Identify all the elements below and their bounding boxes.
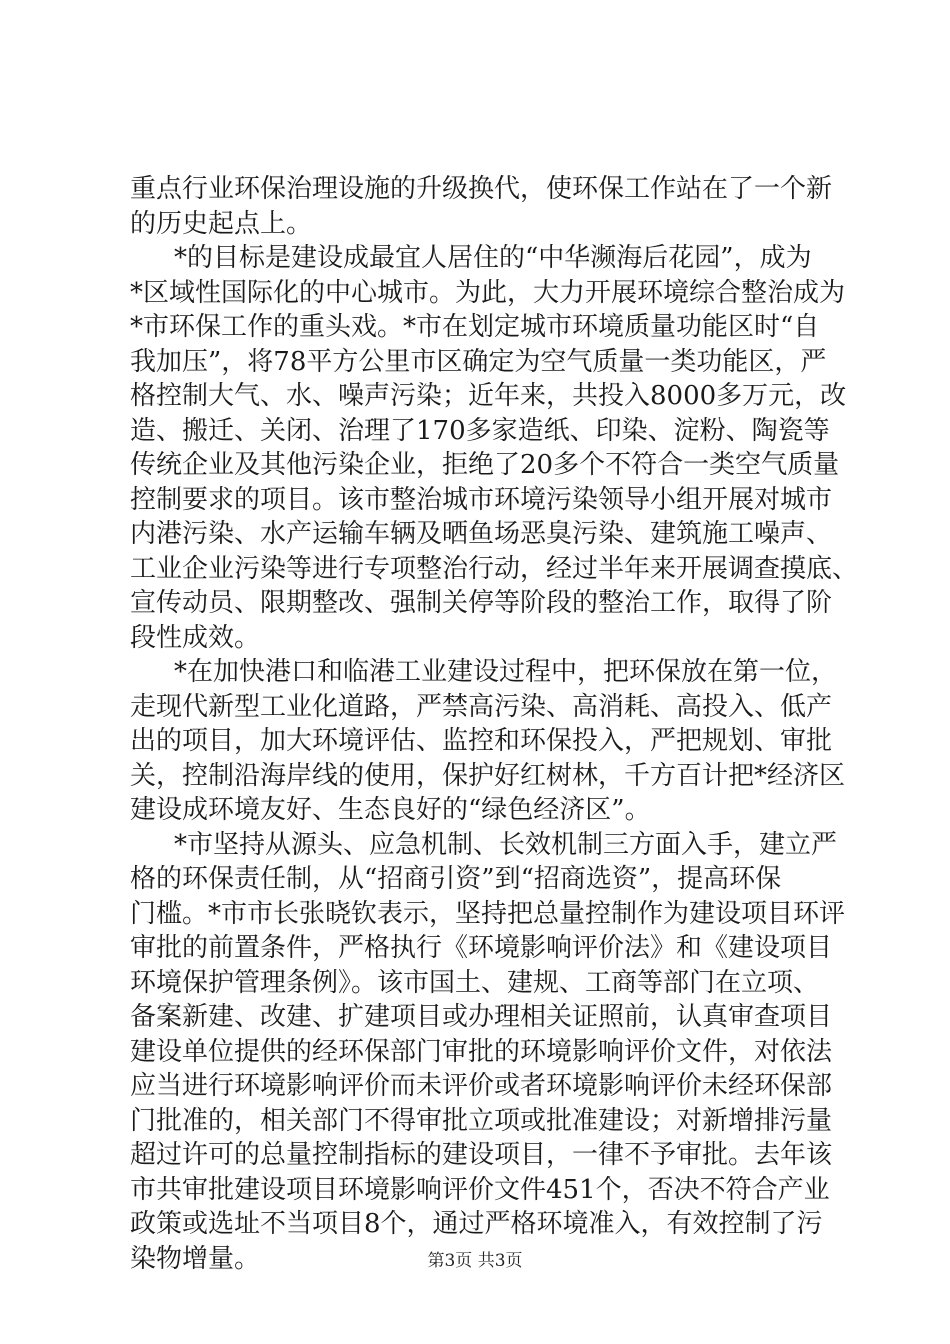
text-line: 建设单位提供的经环保部门审批的环境影响评价文件，对依法 bbox=[130, 1036, 833, 1067]
page-footer: 第3页 共3页 bbox=[427, 1251, 523, 1271]
text-line: 市共审批建设项目环境影响评价文件451个，否决不符合产业 bbox=[130, 1174, 830, 1205]
text-line: 备案新建、改建、扩建项目或办理相关证照前，认真审查项目 bbox=[130, 1002, 833, 1032]
paragraph-start-line: *市坚持从源头、应急机制、长效机制三方面入手，建立严 bbox=[174, 829, 838, 860]
text-line: 我加压”，将78平方公里市区确定为空气质量一类功能区，严 bbox=[130, 346, 827, 377]
text-line: 政策或选址不当项目8个，通过严格环境准入，有效控制了污 bbox=[130, 1209, 823, 1239]
text-line: 控制要求的项目。该市整治城市环境污染领导小组开展对城市 bbox=[130, 484, 833, 515]
text-line: 造、搬迁、关闭、治理了170多家造纸、印染、淀粉、陶瓷等 bbox=[130, 415, 830, 446]
text-line: 走现代新型工业化道路，严禁高污染、高消耗、高投入、低产 bbox=[130, 691, 833, 722]
text-line: *市环保工作的重头戏。*市在划定城市环境质量功能区时“自 bbox=[130, 312, 820, 342]
document-body bbox=[130, 172, 859, 1276]
text-line: 格控制大气、水、噪声污染；近年来，共投入8000多万元，改 bbox=[130, 381, 847, 411]
text-line: 的历史起点上。 bbox=[130, 208, 313, 239]
text-line: 审批的前置条件，严格执行《环境影响评价法》和《建设项目 bbox=[130, 933, 833, 963]
text-line: 格的环保责任制，从“招商引资”到“招商选资”，提高环保 bbox=[130, 864, 782, 894]
text-line: 门槛。*市市长张晓钦表示，坚持把总量控制作为建设项目环评 bbox=[130, 898, 846, 929]
text-line: 段性成效。 bbox=[130, 622, 261, 653]
text-line: 内港污染、水产运输车辆及晒鱼场恶臭污染、建筑施工噪声、 bbox=[130, 519, 833, 549]
text-line: 工业企业污染等进行专项整治行动，经过半年来开展调查摸底、 bbox=[130, 553, 859, 584]
text-line: 环境保护管理条例》。该市国土、建规、工商等部门在立项、 bbox=[130, 967, 820, 998]
text-line: *区域性国际化的中心城市。为此，大力开展环境综合整治成为 bbox=[130, 277, 846, 308]
text-line: 宣传动员、限期整改、强制关停等阶段的整治工作，取得了阶 bbox=[130, 588, 833, 618]
text-line: 建设成环境友好、生态良好的“绿色经济区”。 bbox=[130, 795, 651, 825]
text-line: 出的项目，加大环境评估、监控和环保投入，严把规划、审批 bbox=[130, 726, 833, 756]
text-line: 超过许可的总量控制指标的建设项目，一律不予审批。去年该 bbox=[130, 1140, 833, 1170]
text-line: 门批准的，相关部门不得审批立项或批准建设；对新增排污量 bbox=[130, 1105, 833, 1136]
paragraph-start-line: *的目标是建设成最宜人居住的“中华濒海后花园”，成为 bbox=[174, 243, 812, 273]
text-line: 染物增量。 bbox=[130, 1243, 261, 1274]
text-line: 应当进行环境影响评价而未评价或者环境影响评价未经环保部 bbox=[130, 1071, 833, 1101]
text-line: 传统企业及其他污染企业，拒绝了20多个不符合一类空气质量 bbox=[130, 450, 840, 480]
text-line: 重点行业环保治理设施的升级换代，使环保工作站在了一个新 bbox=[130, 174, 833, 204]
text-line: 关，控制沿海岸线的使用，保护好红树林，千方百计把*经济区 bbox=[130, 760, 846, 791]
paragraph-start-line: *在加快港口和临港工业建设过程中，把环保放在第一位， bbox=[174, 657, 838, 687]
